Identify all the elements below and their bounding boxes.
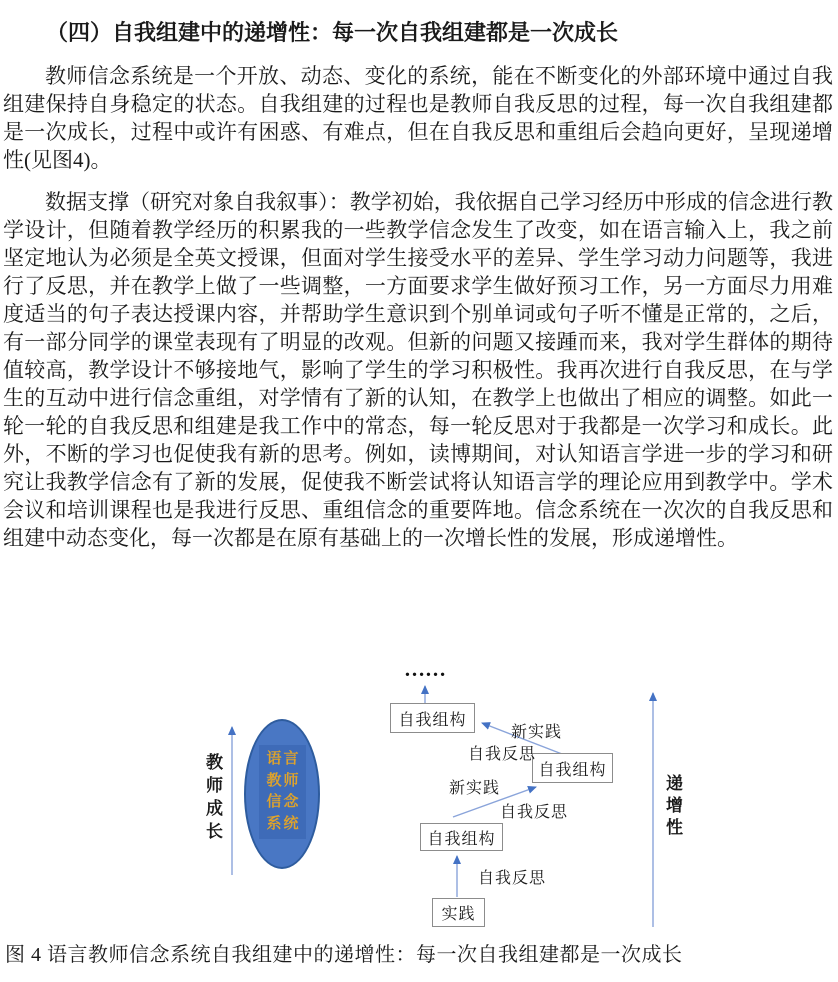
figure-caption: 图 4 语言教师信念系统自我组建中的递增性：每一次自我组建都是一次成长	[5, 944, 683, 966]
section-heading: （四）自我组建中的递增性：每一次自我组建都是一次成长	[46, 20, 619, 45]
growth-axis-label: 教师成长	[203, 753, 222, 845]
edge-label-new-practice-2: 新实践	[449, 780, 501, 797]
edge-label-self-reflection-3: 自我反思	[478, 870, 547, 887]
edge-label-self-reflection-2: 自我反思	[500, 804, 569, 821]
ellipse-line-4: 系统	[266, 816, 301, 833]
node-self-organization-top: 自我组构	[390, 703, 475, 733]
figure-4	[0, 650, 838, 940]
edge-label-self-reflection-1: 自我反思	[468, 746, 537, 763]
increment-axis-label: 递增性	[663, 774, 682, 840]
paragraph-2: 数据支撑（研究对象自我叙事）：教学初始，我依据自己学习经历中形成的信念进行教学设计，但随着教学经历的积累我的一些教学信念发生了改变，如在语言输入上，我之前坚定地认为必须是全英文授课，但面对学生接受水平的差异、学生学习动力问题等，我进行了反思，并在教学上做了一些调整，一方面要求学生做好预习工作，另一方面尽力用难度适当的句子表达授课内容，并帮助学生意识到个别单词或句子听不懂是正常的，之后，有一部分同学的课堂表现有了明显的改观。但新的问题又接踵而来，我对学生群体的期待值较高，教学设计不够接地气，影响了学生的学习积极性。我再次进行自我反思，在与学生的互动中进行信念重组，对学情有了新的认知，在教学上也做出了相应的调整。如此一轮一轮的自我反思和组建是我工作中的常态，每一轮反思对于我都是一次学习和成长。此外，不断的学习也促使我有新的思考。例如，读博期间，对认知语言学进一步的学习和研究让我教学信念有了新的发展，促使我不断尝试将认知语言学的理论应用到教学中。学术会议和培训课程也是我进行反思、重组信念的重要阵地。信念系统在一次次的自我反思和组建中动态变化，每一次都是在原有基础上的一次增长性的发展，形成递增性。	[3, 190, 833, 550]
edge-label-new-practice-1: 新实践	[511, 724, 563, 741]
belief-system-core	[259, 745, 306, 839]
ellipse-line-3: 信念	[266, 794, 301, 811]
paragraph-1: 教师信念系统是一个开放、动态、变化的系统，能在不断变化的外部环境中通过自我组建保持自身稳定的状态。自我组建的过程也是教师自我反思的过程，每一次自我组建都是一次成长，过程中或许有困惑、有难点，但在自我反思和重组后会趋向更好，呈现递增性(见图4)。	[3, 64, 833, 172]
node-self-organization-middle: 自我组构	[532, 753, 613, 783]
node-self-organization-lower: 自我组构	[420, 823, 503, 851]
continuation-dots: ……	[404, 657, 446, 681]
ellipse-line-2: 教师	[266, 772, 301, 789]
node-practice: 实践	[432, 898, 485, 927]
ellipse-line-1: 语言	[266, 750, 301, 767]
figure-arrows	[0, 650, 838, 940]
